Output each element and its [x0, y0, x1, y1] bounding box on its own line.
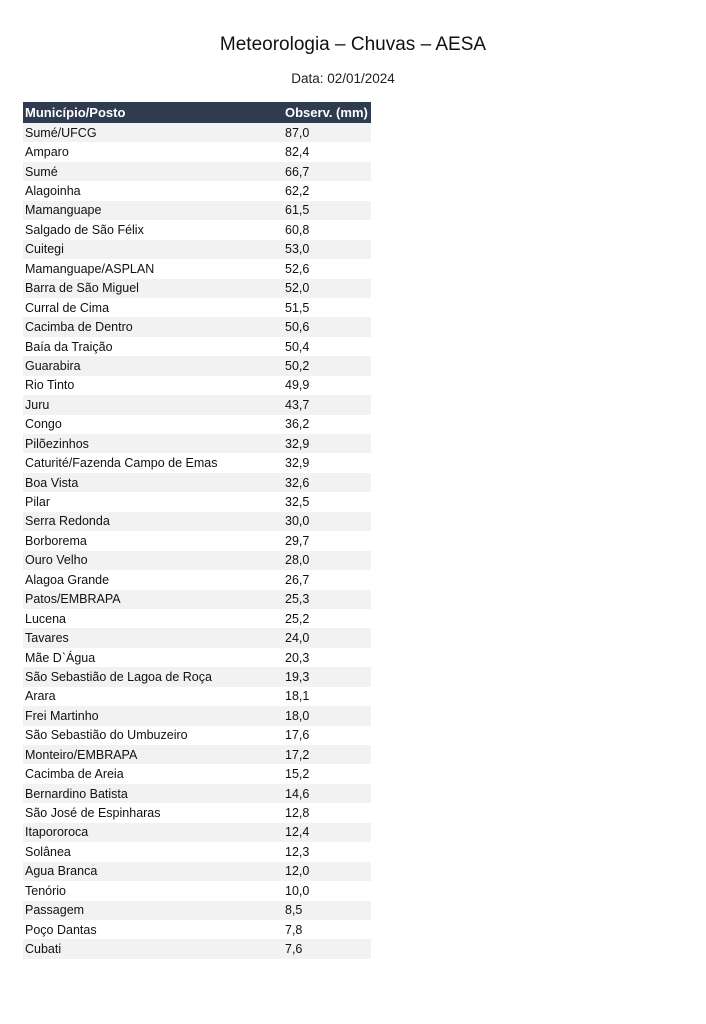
table-row [23, 551, 371, 570]
municipio-cell: Poço Dantas [23, 920, 279, 939]
municipio-cell: Borborema [23, 531, 279, 550]
table-row [23, 726, 371, 745]
municipio-cell: Barra de São Miguel [23, 279, 279, 298]
observacao-cell: 7,8 [279, 920, 371, 939]
table-row [23, 920, 371, 939]
observacao-cell: 51,5 [279, 298, 371, 317]
table-row [23, 453, 371, 472]
table-row [23, 142, 371, 161]
table-row [23, 939, 371, 958]
observacao-cell: 10,0 [279, 881, 371, 900]
table-row [23, 667, 371, 686]
page-title: Meteorologia – Chuvas – AESA [219, 34, 487, 55]
table-row [23, 609, 371, 628]
municipio-cell: Cacimba de Dentro [23, 317, 279, 336]
municipio-cell: Pilar [23, 492, 279, 511]
observacao-cell: 82,4 [279, 142, 371, 161]
table-row [23, 240, 371, 259]
municipio-cell: São Sebastião do Umbuzeiro [23, 726, 279, 745]
municipio-cell: Agua Branca [23, 862, 279, 881]
observacao-cell: 26,7 [279, 570, 371, 589]
table-row [23, 473, 371, 492]
observacao-cell: 49,9 [279, 376, 371, 395]
table-row [23, 784, 371, 803]
table-row [23, 434, 371, 453]
municipio-cell: Bernardino Batista [23, 784, 279, 803]
table-row [23, 512, 371, 531]
municipio-cell: Juru [23, 395, 279, 414]
table-row [23, 745, 371, 764]
observacao-cell: 32,6 [279, 473, 371, 492]
municipio-cell: Cuitegi [23, 240, 279, 259]
municipio-cell: Serra Redonda [23, 512, 279, 531]
table-row [23, 842, 371, 861]
municipio-cell: Mãe D`Água [23, 648, 279, 667]
table-row [23, 531, 371, 550]
municipio-cell: Curral de Cima [23, 298, 279, 317]
table-row [23, 803, 371, 822]
observacao-cell: 8,5 [279, 901, 371, 920]
table-row [23, 376, 371, 395]
table-row [23, 201, 371, 220]
table-row [23, 337, 371, 356]
municipio-cell: Patos/EMBRAPA [23, 590, 279, 609]
observacao-cell: 36,2 [279, 415, 371, 434]
observacao-cell: 50,6 [279, 317, 371, 336]
observacao-cell: 12,3 [279, 842, 371, 861]
municipio-cell: Guarabira [23, 356, 279, 375]
table-row [23, 317, 371, 336]
observacao-cell: 32,9 [279, 434, 371, 453]
observacao-cell: 18,1 [279, 687, 371, 706]
observacao-cell: 25,3 [279, 590, 371, 609]
municipio-cell: Rio Tinto [23, 376, 279, 395]
observacao-cell: 19,3 [279, 667, 371, 686]
municipio-cell: Arara [23, 687, 279, 706]
table-row [23, 764, 371, 783]
municipio-cell: Lucena [23, 609, 279, 628]
table-row [23, 492, 371, 511]
observacao-cell: 32,5 [279, 492, 371, 511]
observacao-cell: 18,0 [279, 706, 371, 725]
observacao-cell: 17,2 [279, 745, 371, 764]
table-row [23, 181, 371, 200]
observacao-cell: 14,6 [279, 784, 371, 803]
table-row [23, 395, 371, 414]
observacao-cell: 53,0 [279, 240, 371, 259]
table-row [23, 648, 371, 667]
observacao-cell: 61,5 [279, 201, 371, 220]
table-row [23, 259, 371, 278]
table-row [23, 356, 371, 375]
observacao-cell: 50,2 [279, 356, 371, 375]
municipio-cell: Sumé [23, 162, 279, 181]
municipio-cell: Amparo [23, 142, 279, 161]
observacao-cell: 7,6 [279, 939, 371, 958]
table-row [23, 628, 371, 647]
municipio-cell: Salgado de São Félix [23, 220, 279, 239]
table-row [23, 123, 371, 142]
municipio-cell: Sumé/UFCG [23, 123, 279, 142]
observacao-cell: 15,2 [279, 764, 371, 783]
observacao-cell: 52,6 [279, 259, 371, 278]
observacao-cell: 32,9 [279, 453, 371, 472]
table-row [23, 415, 371, 434]
observacao-cell: 29,7 [279, 531, 371, 550]
observacao-cell: 28,0 [279, 551, 371, 570]
table-row [23, 901, 371, 920]
observacao-cell: 50,4 [279, 337, 371, 356]
table-header [23, 102, 371, 123]
report-date: Data: 02/01/2024 [291, 71, 395, 86]
observacao-cell: 87,0 [279, 123, 371, 142]
table-row [23, 881, 371, 900]
observacao-cell: 24,0 [279, 628, 371, 647]
observacao-cell: 66,7 [279, 162, 371, 181]
municipio-cell: Ouro Velho [23, 551, 279, 570]
observacao-cell: 12,4 [279, 823, 371, 842]
municipio-cell: Mamanguape [23, 201, 279, 220]
rainfall-table [23, 102, 371, 959]
municipio-cell: Baía da Traição [23, 337, 279, 356]
municipio-cell: Tenório [23, 881, 279, 900]
municipio-cell: Cubati [23, 939, 279, 958]
table-row [23, 279, 371, 298]
observacao-cell: 17,6 [279, 726, 371, 745]
table-row [23, 706, 371, 725]
observacao-cell: 25,2 [279, 609, 371, 628]
table-row [23, 162, 371, 181]
table-row [23, 590, 371, 609]
column-header-observacao: Observ. (mm) [279, 102, 371, 123]
observacao-cell: 12,8 [279, 803, 371, 822]
table-row [23, 220, 371, 239]
observacao-cell: 60,8 [279, 220, 371, 239]
observacao-cell: 30,0 [279, 512, 371, 531]
observacao-cell: 52,0 [279, 279, 371, 298]
municipio-cell: Frei Martinho [23, 706, 279, 725]
municipio-cell: Solânea [23, 842, 279, 861]
table-row [23, 570, 371, 589]
observacao-cell: 43,7 [279, 395, 371, 414]
municipio-cell: Mamanguape/ASPLAN [23, 259, 279, 278]
municipio-cell: Itapororoca [23, 823, 279, 842]
table-row [23, 862, 371, 881]
table-row [23, 823, 371, 842]
header-row [23, 102, 371, 123]
municipio-cell: Boa Vista [23, 473, 279, 492]
table-body [23, 123, 371, 959]
column-header-municipio: Município/Posto [23, 102, 279, 123]
municipio-cell: São José de Espinharas [23, 803, 279, 822]
observacao-cell: 20,3 [279, 648, 371, 667]
municipio-cell: Passagem [23, 901, 279, 920]
municipio-cell: Monteiro/EMBRAPA [23, 745, 279, 764]
municipio-cell: Alagoa Grande [23, 570, 279, 589]
municipio-cell: Cacimba de Areia [23, 764, 279, 783]
table-row [23, 298, 371, 317]
observacao-cell: 62,2 [279, 181, 371, 200]
municipio-cell: Tavares [23, 628, 279, 647]
municipio-cell: Alagoinha [23, 181, 279, 200]
table-row [23, 687, 371, 706]
municipio-cell: Congo [23, 415, 279, 434]
municipio-cell: São Sebastião de Lagoa de Roça [23, 667, 279, 686]
municipio-cell: Pilõezinhos [23, 434, 279, 453]
municipio-cell: Caturité/Fazenda Campo de Emas [23, 453, 279, 472]
observacao-cell: 12,0 [279, 862, 371, 881]
